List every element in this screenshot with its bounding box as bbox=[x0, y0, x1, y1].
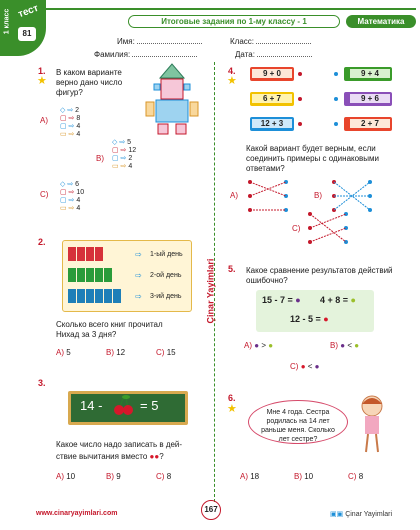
q3-equation-right: = 5 bbox=[140, 398, 159, 413]
dot bbox=[298, 72, 302, 76]
girl-illustration bbox=[352, 392, 392, 462]
vertical-brand: Çinar Yayimlari bbox=[205, 258, 216, 324]
q5-number: 5. bbox=[228, 264, 236, 274]
q4-right-2: 9 + 6 bbox=[350, 94, 390, 103]
q4-option-a-lines bbox=[246, 178, 290, 214]
grapes-icon: ● bbox=[295, 295, 301, 305]
q4-option-a[interactable]: A) bbox=[230, 191, 238, 200]
q5-option-c[interactable]: C) ● < ● bbox=[290, 362, 320, 371]
q4-left-1: 9 + 0 bbox=[252, 69, 292, 78]
q5-option-b[interactable]: B) ● < ● bbox=[330, 341, 360, 350]
q4-left-3: 12 + 3 bbox=[252, 119, 292, 128]
q2-answer-a[interactable]: A) 5 bbox=[56, 348, 71, 357]
q3-text-2: ствие вычитания вместо ●●? bbox=[56, 452, 164, 461]
footer-website[interactable]: www.cinaryayimlari.com bbox=[36, 510, 118, 517]
pear-icon: ● bbox=[350, 295, 356, 305]
robot-figure bbox=[142, 62, 202, 142]
name-field[interactable]: Имя: bbox=[117, 37, 202, 46]
strawberry-icon: ● bbox=[323, 314, 329, 324]
date-field[interactable]: Дата: bbox=[235, 50, 312, 59]
page-title: Итоговые задания по 1-му классу - 1 bbox=[128, 15, 340, 28]
q2-number: 2. bbox=[38, 237, 46, 247]
q3-answer-a[interactable]: A) 10 bbox=[56, 472, 76, 481]
arrow-icon: ⇨ bbox=[135, 271, 142, 280]
dot bbox=[334, 97, 338, 101]
star-icon: ★ bbox=[227, 403, 237, 415]
q4-left-2: 6 + 7 bbox=[252, 94, 292, 103]
q2-answer-b[interactable]: B) 12 bbox=[106, 348, 126, 357]
q5-option-a[interactable]: A) ● > ● bbox=[244, 341, 274, 350]
q5-eq1-right: 4 + 8 = ● bbox=[320, 295, 356, 305]
q6-answer-a[interactable]: A) 18 bbox=[240, 472, 260, 481]
q4-number: 4. bbox=[228, 66, 236, 76]
q1-option-a[interactable]: ◇ ⇨ 2 ▢ ⇨ 8 ▢ ⇨ 4 ▭ ⇨ 4 bbox=[60, 107, 81, 138]
q4-right-1: 9 + 4 bbox=[350, 69, 390, 78]
subject-badge: Математика bbox=[346, 15, 416, 28]
day3-label: 3-ий день bbox=[150, 293, 182, 300]
q5-eq2: 12 - 5 = ● bbox=[290, 314, 329, 324]
q6-answer-b[interactable]: B) 10 bbox=[294, 472, 314, 481]
q1-number: 1. bbox=[38, 66, 46, 76]
grade-label: 1 класс bbox=[3, 8, 11, 35]
q1-option-c[interactable]: ◇ ⇨ 6 ▢ ⇨ 10 ▢ ⇨ 4 ▭ ⇨ 4 bbox=[60, 181, 85, 212]
arrow-icon: ⇨ bbox=[135, 292, 142, 301]
cherry-icon bbox=[112, 394, 134, 416]
q4-option-b-lines bbox=[330, 178, 374, 214]
footer-brand: ▣▣ Çinar Yayimlari bbox=[330, 511, 392, 518]
q3-answer-c[interactable]: C) 8 bbox=[156, 472, 172, 481]
q1-option-a-letter[interactable]: A) bbox=[40, 116, 48, 125]
star-icon: ★ bbox=[227, 75, 237, 87]
day2-label: 2-ой день bbox=[150, 272, 182, 279]
speech-bubble: Мне 4 года. Сестра родилась на 14 лет раньше меня. Сколько лет сестре? bbox=[248, 400, 348, 444]
q1-option-b[interactable]: ◇ ⇨ 5 ▢ ⇨ 12 ▢ ⇨ 2 ▭ ⇨ 4 bbox=[112, 139, 137, 170]
page-number: 167 bbox=[201, 500, 221, 520]
day1-label: 1-ый день bbox=[150, 251, 183, 258]
q3-text-1: Какое число надо записать в дей- bbox=[56, 440, 183, 449]
test-label: тест bbox=[16, 2, 41, 21]
books-day1 bbox=[68, 247, 103, 266]
q5-text: Какое сравнение результатов действий ошибочно? bbox=[246, 266, 393, 285]
q3-number: 3. bbox=[38, 378, 46, 388]
q3-equation-left: 14 - bbox=[80, 398, 103, 413]
surname-field[interactable]: Фамилия: bbox=[94, 50, 197, 59]
q4-option-b[interactable]: B) bbox=[314, 191, 322, 200]
test-number: 81 bbox=[18, 27, 36, 41]
q3-answer-b[interactable]: B) 9 bbox=[106, 472, 121, 481]
q6-answer-c[interactable]: C) 8 bbox=[348, 472, 364, 481]
dot bbox=[334, 72, 338, 76]
q2-answer-c[interactable]: C) 15 bbox=[156, 348, 176, 357]
arrow-icon: ⇨ bbox=[135, 250, 142, 259]
q4-text: Какой вариант будет верным, если соединить примеры с одинаковыми ответами? bbox=[246, 144, 380, 173]
q4-right-3: 2 + 7 bbox=[350, 119, 390, 128]
books-day2 bbox=[68, 268, 112, 287]
star-icon: ★ bbox=[37, 75, 47, 87]
social-icons: ▣▣ bbox=[330, 511, 344, 518]
q5-eq1-left: 15 - 7 = ● bbox=[262, 295, 301, 305]
books-day3 bbox=[68, 289, 121, 308]
q1-option-b-letter[interactable]: B) bbox=[96, 154, 104, 163]
q1-option-c-letter[interactable]: C) bbox=[40, 190, 49, 199]
q4-option-c[interactable]: C) bbox=[292, 224, 301, 233]
dot bbox=[334, 122, 338, 126]
q4-option-c-lines bbox=[306, 210, 350, 246]
dot bbox=[298, 122, 302, 126]
q1-text: В каком варианте верно дано число фигур? bbox=[56, 68, 123, 97]
header-stripe bbox=[46, 8, 416, 10]
q2-text: Сколько всего книг прочитал Нихад за 3 дня? bbox=[56, 320, 163, 339]
class-field[interactable]: Класс: bbox=[230, 37, 311, 46]
dot bbox=[298, 97, 302, 101]
q6-number: 6. bbox=[228, 393, 236, 403]
